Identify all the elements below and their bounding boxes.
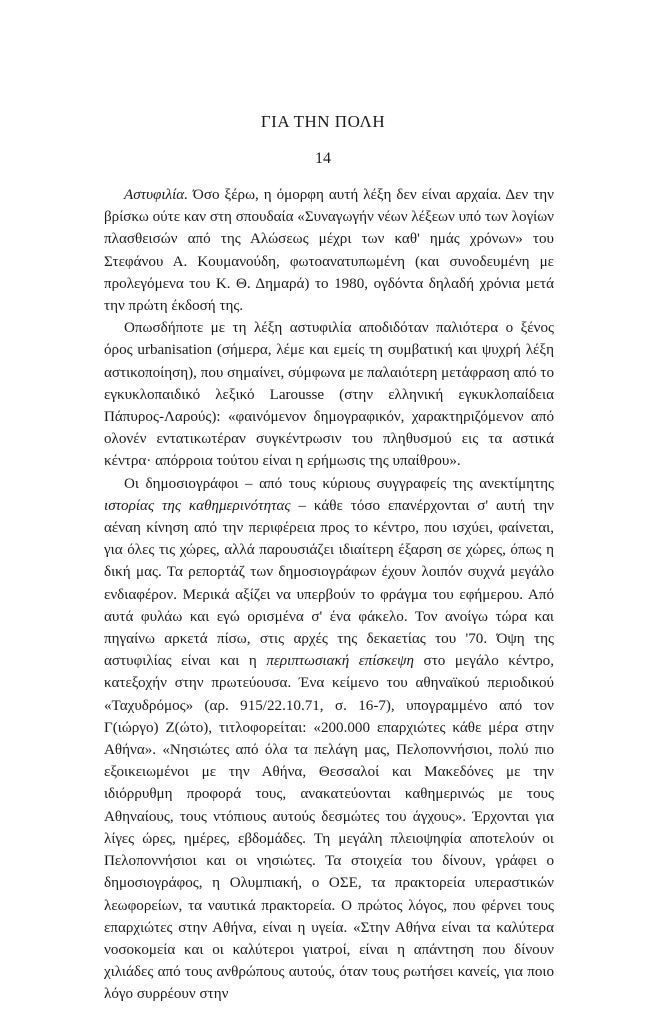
paragraph-1 [104,184,554,317]
italic-phrase: ιστορίας της καθημερινότητας [104,497,291,514]
paragraph-text: Οπωσδήποτε με τη λέξη αστυφιλία αποδιδόταν παλιότερα ο ξένος όρος urbanisation (σήμερα, λέμε και εμείς τη συμβατική και ψυχρή λέξη αστικοποίηση), που σημαίνει, σύμφωνα με παλαιότερη μετάφραση από το εγκυκλοπαιδικό λεξικό Larousse (στην ελληνική εγκυκλοπαίδεια Πάπυρος-Λαρούς): «φαινόμενον δημογραφικόν, χαρακτηριζόμενον από ολονέν εντατικωτέραν συγκέντρωσιν του πληθυσμού εις τα αστικά κέντρα· απόρροια τούτου είναι η ερήμωσις της υπαίθρου». [104,320,554,470]
paragraph-text: Οι δημοσιογράφοι – από τους κύριους συγγραφείς της ανεκτίμητης [124,475,554,492]
paragraph-2 [104,317,554,472]
italic-phrase: περιπτωσιακή επίσκεψη [266,653,414,670]
paragraph-text: Όσο ξέρω, η όμορφη αυτή λέξη δεν είναι αρχαία. Δεν την βρίσκω ούτε καν στη σπουδαία «Συναγωγήν νέων λέξεων υπό των λογίων πλασθεισών από της Αλώσεως μέχρι των καθ' ημάς χρόνων» του Στεφάνου Α. Κουμανούδη, φωτοανατυπωμένη (και συνοδευμένη με προλεγόμενα του Κ. Θ. Δημαρά) το 1980, ογδόντα δηλαδή χρόνια μετά την πρώτη έκδοσή της. [104,187,554,315]
paragraph-3 [104,473,554,1006]
paragraph-text: στο μεγάλο κέντρο, κατεξοχήν στην πρωτεύουσα. Ένα κείμενο του αθηναϊκού περιοδικού «Ταχυδρόμος» (αρ. 915/22.10.71, σ. 16-7), υπογραμμένο από τον Γ(ιώργο) Ζ(ώτο), τιτλοφορείται: «200.000 επαρχιώτες κάθε μέρα στην Αθήνα». «Νησιώτες από όλα τα πελάγη μας, Πελοποννήσιοι, πολύ πιο εξοικειωμένοι με την Αθήνα, Θεσσαλοί και Μακεδόνες με την ιδιόρρυθμη προφορά τους, ανακατεύονται καθημερινώς με τους Αθηναίους, τους ντόπιους αυτούς δεσμώτες του άγχους». Έρχονται για λίγες ώρες, ημέρες, εβδομάδες. Τη μεγάλη πλειοψηφία αποτελούν οι Πελοποννήσιοι και οι νησιώτες. Τα στοιχεία του δίνουν, γράφει ο δημοσιογράφος, η Ολυμπιακή, ο ΟΣΕ, τα πρακτορεία υπεραστικών λεωφορείων, τα ναυτικά πρακτορεία. Ο πρώτος λόγος, που φέρνει τους επαρχιώτες στην Αθήνα, είναι η υγεία. «Στην Αθήνα είναι τα καλύτερα νοσοκομεία και οι καλύτεροι γιατροί, είναι η απάντηση που δίνουν χιλιάδες από τους ανθρώπους αυτούς, όταν τους ρωτήσει κανείς, για ποιο λόγο συρρέουν στην [104,653,554,1003]
italic-term: Αστυφιλία. [124,187,188,203]
chapter-number: 14 [315,150,331,167]
paragraph-text: – κάθε τόσο επανέρχονται σ' αυτή την αέναη κίνηση από την περιφέρεια προς το κέντρο, που ισχύει, φαίνεται, για όλες τις χώρες, αλλά παρουσιάζει ιδιαίτερη έξαρση σε χώρες, όπως η δική μας. Τα ρεπορτάζ των δημοσιογράφων έχουν λοιπόν συχνά μεγάλο ενδιαφέρον. Μερικά αξίζει να υπερβούν το φράγμα του εφήμερου. Από αυτά φυλάω και εγώ ορισμένα σ' ένα φάκελο. Τον ανοίγω τώρα και πηγαίνω αρκετά πίσω, στις αρχές της δεκαετίας του '70. Όψη της αστυφιλίας είναι και η [104,497,554,670]
body-text [104,184,554,1006]
running-title: ΓΙΑ ΤΗΝ ΠΟΛΗ [260,112,386,131]
